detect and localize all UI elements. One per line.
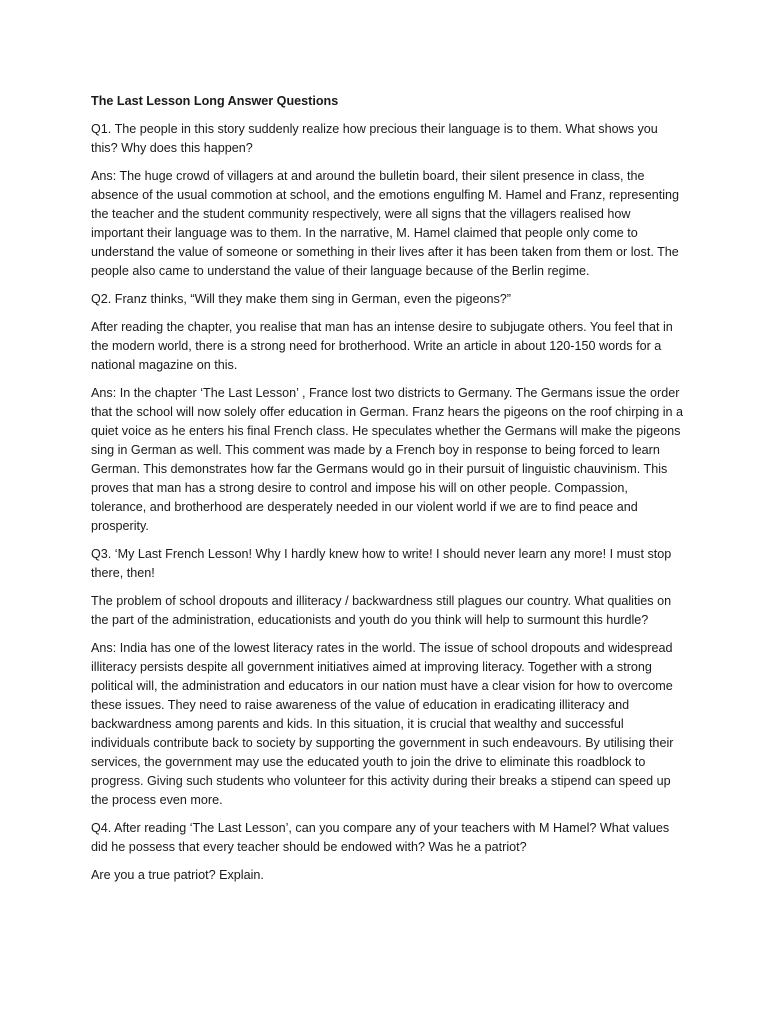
question-1: Q1. The people in this story suddenly realize how precious their language is to them. What shows you this? Why does this happen?: [91, 122, 658, 155]
answer-3: Ans: India has one of the lowest literacy rates in the world. The issue of school dropouts and widespread illiteracy persists despite all government initiatives aimed at improving literacy. Together with a strong political will, the administration and educators in our nation must have a clear vision for how to overcome these issues. They need to raise awareness of the value of education in eradicating illiteracy and backwardness among parents and kids. In this situation, it is crucial that wealthy and successful individuals contribute back to society by supporting the government in such endeavours. By utilising their services, the government may use the educated youth to join the drive to eliminate this roadblock to progress. Giving such students who volunteer for this activity during their breaks a stipend can speed up the process even more.: [91, 641, 674, 807]
answer-1: Ans: The huge crowd of villagers at and around the bulletin board, their silent presence in class, the absence of the usual commotion at school, and the emotions engulfing M. Hamel and Franz, representing the teacher and the student community respectively, were all signs that the villagers realised how important their language was to them. In the narrative, M. Hamel claimed that people only come to understand the value of someone or something in their lives after it has been taken from them or lost. The people also came to understand the value of their language because of the Berlin regime.: [91, 169, 680, 278]
question-4-prompt: Are you a true patriot? Explain.: [91, 868, 264, 882]
question-2: Q2. Franz thinks, “Will they make them sing in German, even the pigeons?”: [91, 292, 511, 306]
question-3-prompt: The problem of school dropouts and illiteracy / backwardness still plagues our country. What qualities on the part of the administration, educationists and youth do you think will help to surmount this hurdle?: [91, 594, 672, 627]
question-4: Q4. After reading ‘The Last Lesson’, can you compare any of your teachers with M Hamel? What values did he possess that every teacher should be endowed with? Was he a patriot?: [91, 821, 670, 854]
answer-2: Ans: In the chapter ‘The Last Lesson’ , France lost two districts to Germany. The Germans issue the order that the school will now solely offer education in German. Franz hears the pigeons on the roof chirping in a quiet voice as he enters his final French class. He speculates whether the Germans will make the pigeons sing in German as well. This comment was made by a French boy in response to being forced to learn German. This demonstrates how far the Germans would go in their pursuit of linguistic chauvinism. This proves that man has a strong desire to control and impose his will on other people. Compassion, tolerance, and brotherhood are desperately needed in our violent world if we are to find peace and prosperity.: [91, 386, 684, 533]
document-title: The Last Lesson Long Answer Questions: [91, 94, 339, 108]
question-3: Q3. ‘My Last French Lesson! Why I hardly knew how to write! I should never learn any more! I must stop there, then!: [91, 547, 672, 580]
question-2-prompt: After reading the chapter, you realise that man has an intense desire to subjugate others. You feel that in the modern world, there is a strong need for brotherhood. Write an article in about 120-150 words for a national magazine on this.: [91, 320, 673, 372]
document-page: [91, 92, 683, 894]
